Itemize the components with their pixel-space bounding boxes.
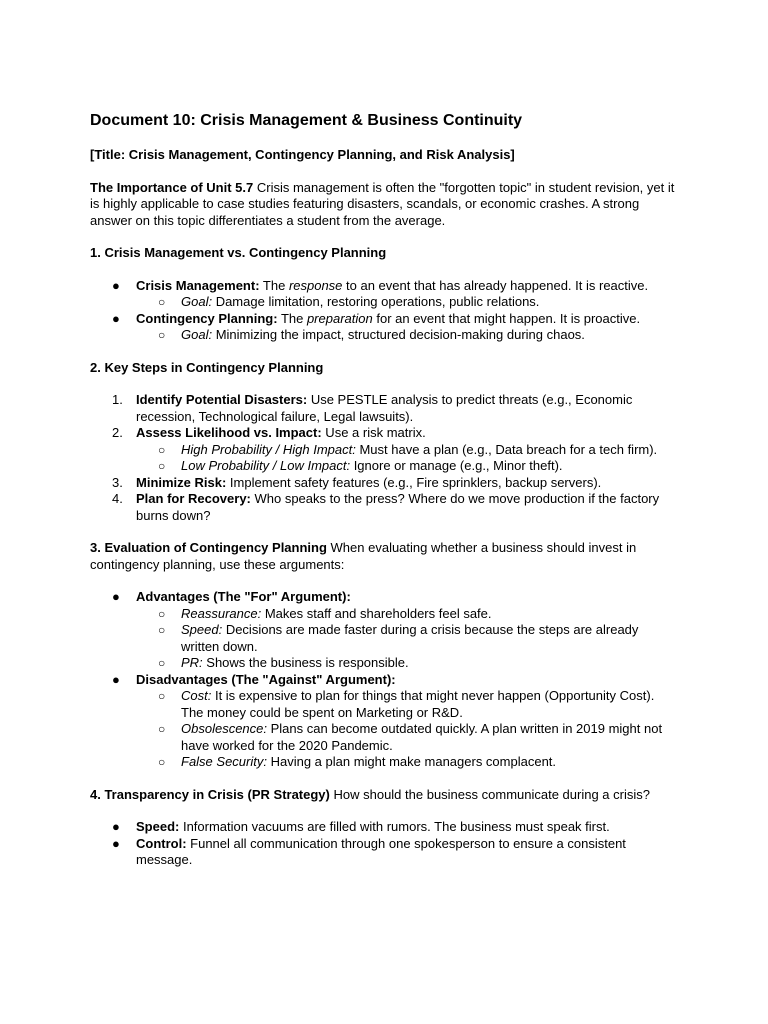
- item-text: Use a risk matrix.: [321, 425, 426, 440]
- section-1-heading: 1. Crisis Management vs. Contingency Planning: [90, 245, 387, 260]
- advantages-label: Advantages (The "For" Argument):: [136, 589, 351, 604]
- sub-item-label: Reassurance:: [181, 605, 262, 621]
- section-4-text: How should the business communicate during a crisis?: [329, 786, 650, 802]
- bullet-icon: ●: [112, 310, 120, 326]
- sub-item-text: Damage limitation, restoring operations, public relations.: [212, 294, 540, 309]
- item-number: 2.: [112, 425, 123, 440]
- bullet-icon: ●: [112, 671, 120, 687]
- sub-list-item: [136, 754, 680, 771]
- list-item: [90, 672, 680, 771]
- section-4-list: [90, 819, 680, 869]
- sub-item-text: Decisions are made faster during a crisis because the steps are already written down.: [181, 622, 639, 654]
- sub-item-text: Must have a plan (e.g., Data breach for a tech firm).: [355, 441, 658, 457]
- item-text: Funnel all communication through one spokesperson to ensure a consistent message.: [136, 835, 626, 867]
- sub-list: [136, 294, 680, 311]
- sub-item-label: Speed:: [181, 622, 223, 637]
- sub-list-item: [136, 622, 680, 655]
- list-item: [90, 392, 680, 425]
- section-2-list: [90, 392, 680, 524]
- item-text: Information vacuums are filled with rumors. The business must speak first.: [179, 819, 610, 834]
- list-item: [90, 475, 680, 492]
- bullet-icon: ●: [112, 589, 120, 604]
- section-4-paragraph: [90, 787, 680, 804]
- document-page: [90, 111, 680, 869]
- list-item: [90, 589, 680, 672]
- sub-item-text: Minimizing the impact, structured decision-making during chaos.: [212, 327, 585, 342]
- sub-item-text: Shows the business is responsible.: [202, 655, 409, 670]
- sub-item-text: Having a plan might make managers complacent.: [266, 754, 557, 769]
- circle-bullet-icon: ○: [158, 755, 166, 769]
- item-text: Implement safety features (e.g., Fire sprinklers, backup servers).: [226, 474, 602, 490]
- item-label: Contingency Planning:: [136, 310, 278, 326]
- sub-list-item: [136, 327, 680, 344]
- bullet-icon: ●: [112, 835, 120, 851]
- circle-bullet-icon: ○: [158, 689, 166, 703]
- bullet-icon: ●: [112, 819, 120, 834]
- item-text: The: [277, 310, 307, 326]
- circle-bullet-icon: ○: [158, 722, 166, 736]
- sub-list-item: [136, 721, 680, 754]
- section-1-list: [90, 278, 680, 344]
- item-label: Plan for Recovery:: [136, 491, 251, 506]
- sub-list: [136, 442, 680, 475]
- document-subtitle: [Title: Crisis Management, Contingency Planning, and Risk Analysis]: [90, 147, 515, 162]
- sub-item-label: False Security:: [181, 754, 267, 769]
- circle-bullet-icon: ○: [158, 295, 166, 309]
- sub-item-label: High Probability / High Impact:: [181, 441, 356, 457]
- item-label: Control:: [136, 835, 187, 851]
- item-text: Use PESTLE analysis to predict threats (e.g., Economic recession, Technological failure, Legal lawsuits).: [136, 392, 633, 424]
- item-number: 4.: [112, 491, 123, 506]
- item-label: Assess Likelihood vs. Impact:: [136, 425, 322, 440]
- item-label: Speed:: [136, 819, 180, 834]
- sub-item-text: Makes staff and shareholders feel safe.: [261, 605, 492, 621]
- document-title: Document 10: Crisis Management & Business Continuity: [90, 112, 523, 129]
- list-item: [90, 819, 680, 836]
- item-label: Minimize Risk:: [136, 474, 227, 490]
- sub-item-label: PR:: [181, 655, 203, 670]
- list-item: [90, 311, 680, 344]
- circle-bullet-icon: ○: [158, 442, 166, 457]
- circle-bullet-icon: ○: [158, 328, 166, 342]
- sub-item-label: Obsolescence:: [181, 721, 267, 736]
- section-3-list: [90, 589, 680, 771]
- sub-item-label: Cost:: [181, 688, 212, 703]
- item-text: Who speaks to the press? Where do we move production if the factory burns down?: [136, 491, 660, 523]
- sub-list-item: [136, 442, 680, 459]
- sub-item-text: Plans can become outdated quickly. A plan written in 2019 might not have worked for the 2020 Pandemic.: [181, 721, 663, 753]
- sub-list-item: [136, 294, 680, 311]
- item-number: 3.: [112, 474, 123, 490]
- item-emphasis: preparation: [306, 310, 373, 326]
- item-label: Identify Potential Disasters:: [136, 392, 308, 407]
- sub-item-label: Goal:: [181, 294, 213, 309]
- disadvantages-label: Disadvantages (The "Against" Argument):: [136, 671, 396, 687]
- list-item: [90, 836, 680, 869]
- item-text: to an event that has already happened. It is reactive.: [342, 277, 649, 293]
- item-emphasis: response: [288, 277, 343, 293]
- sub-list-item: [136, 458, 680, 475]
- sub-list-item: [136, 606, 680, 623]
- sub-item-label: Goal:: [181, 327, 213, 342]
- section-3-paragraph: [90, 540, 680, 573]
- list-item: [90, 491, 680, 524]
- list-item: [90, 425, 680, 475]
- sub-list: [136, 606, 680, 672]
- sub-item-text: Ignore or manage (e.g., Minor theft).: [350, 458, 563, 473]
- item-text: The: [259, 277, 289, 293]
- intro-paragraph: [90, 180, 680, 230]
- item-label: Crisis Management:: [136, 277, 260, 293]
- intro-text: Crisis management is often the "forgotten topic" in student revision, yet it is highly applicable to case studies featuring disasters, scandals, or economic crashes. A strong answer on this topic differentiates a student from the average.: [90, 179, 675, 228]
- sub-item-text: It is expensive to plan for things that might never happen (Opportunity Cost). The money could be spent on Marketing or R&D.: [181, 688, 655, 720]
- sub-list-item: [136, 655, 680, 672]
- item-number: 1.: [112, 392, 123, 407]
- section-2-heading: 2. Key Steps in Contingency Planning: [90, 359, 324, 375]
- section-4-heading: 4. Transparency in Crisis (PR Strategy): [90, 786, 330, 802]
- bullet-icon: ●: [112, 277, 120, 293]
- item-text: for an event that might happen. It is proactive.: [372, 310, 641, 326]
- section-3-text: When evaluating whether a business should invest in contingency planning, use these arguments:: [90, 540, 637, 572]
- sub-item-label: Low Probability / Low Impact:: [181, 458, 351, 473]
- circle-bullet-icon: ○: [158, 606, 166, 621]
- circle-bullet-icon: ○: [158, 656, 166, 670]
- circle-bullet-icon: ○: [158, 459, 166, 473]
- sub-list-item: [136, 688, 680, 721]
- section-3-heading: 3. Evaluation of Contingency Planning: [90, 540, 327, 555]
- circle-bullet-icon: ○: [158, 623, 166, 637]
- list-item: [90, 278, 680, 311]
- sub-list: [136, 327, 680, 344]
- intro-heading: The Importance of Unit 5.7: [90, 179, 254, 195]
- sub-list: [136, 688, 680, 771]
